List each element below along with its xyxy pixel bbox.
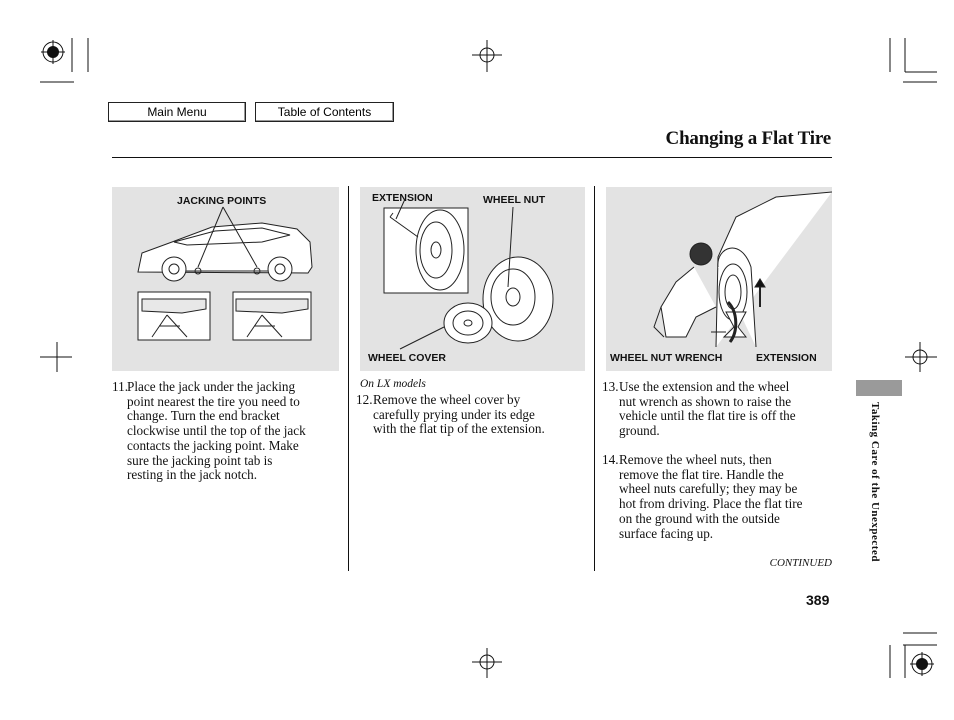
step-line: remove the flat tire. Handle the [619, 466, 784, 482]
extension-label: EXTENSION [756, 352, 817, 364]
step-line: clockwise until the top of the jack [127, 423, 306, 439]
step-line: ground. [619, 423, 660, 439]
step-line: wheel nuts carefully; they may be [619, 481, 798, 497]
step-line: Place the jack under the jacking [127, 379, 296, 394]
step-line: contacts the jacking point. Make [127, 437, 299, 453]
step-line: nut wrench as shown to raise the [619, 393, 792, 409]
step-line: sure the jacking point tab is [127, 452, 273, 468]
table-of-contents-button[interactable]: Table of Contents [255, 102, 394, 122]
step-line: point nearest the tire you need to [127, 393, 300, 409]
step-line: hot from driving. Place the flat tire [619, 496, 803, 512]
jacking-points-label: JACKING POINTS [177, 195, 267, 207]
extension-label: EXTENSION [372, 192, 433, 204]
title-rule [112, 157, 832, 158]
wheel-cover-label: WHEEL COVER [368, 352, 446, 364]
step-line: resting in the jack notch. [127, 467, 258, 483]
jacking-points-figure [112, 187, 339, 371]
wheel-nut-wrench-label: WHEEL NUT WRENCH [610, 352, 723, 364]
lx-models-note: On LX models [360, 378, 426, 390]
column-divider [594, 186, 595, 571]
step-number: 12. [356, 392, 373, 407]
section-tab-label: Taking Care of the Unexpected [869, 402, 881, 562]
step-line: change. Turn the end bracket [127, 408, 280, 424]
step-line: carefully prying under its edge [373, 406, 535, 422]
car-jacking-illustration [112, 187, 339, 371]
wheel-cover-illustration [360, 187, 585, 371]
continued-note: CONTINUED [769, 557, 832, 569]
step-line: on the ground with the outside [619, 510, 780, 526]
step-line: Remove the wheel cover by [373, 392, 521, 407]
step-number: 13. [602, 379, 619, 394]
wheel-nut-label: WHEEL NUT [483, 194, 546, 206]
raise-vehicle-figure [606, 187, 832, 371]
page-title: Changing a Flat Tire [665, 128, 831, 149]
wheel-cover-figure [360, 187, 585, 371]
page-number: 389 [806, 592, 830, 608]
column-divider [348, 186, 349, 571]
section-tab[interactable] [856, 380, 902, 396]
step-number: 11. [112, 379, 128, 394]
step-line: with the flat tip of the extension. [373, 421, 545, 437]
step-line: vehicle until the flat tire is off the [619, 408, 796, 424]
step-line: Remove the wheel nuts, then [619, 452, 772, 467]
step-line: surface facing up. [619, 525, 714, 541]
raise-vehicle-illustration [606, 187, 832, 371]
main-menu-button[interactable]: Main Menu [108, 102, 246, 122]
step-line: Use the extension and the wheel [619, 379, 790, 394]
step-number: 14. [602, 452, 619, 467]
